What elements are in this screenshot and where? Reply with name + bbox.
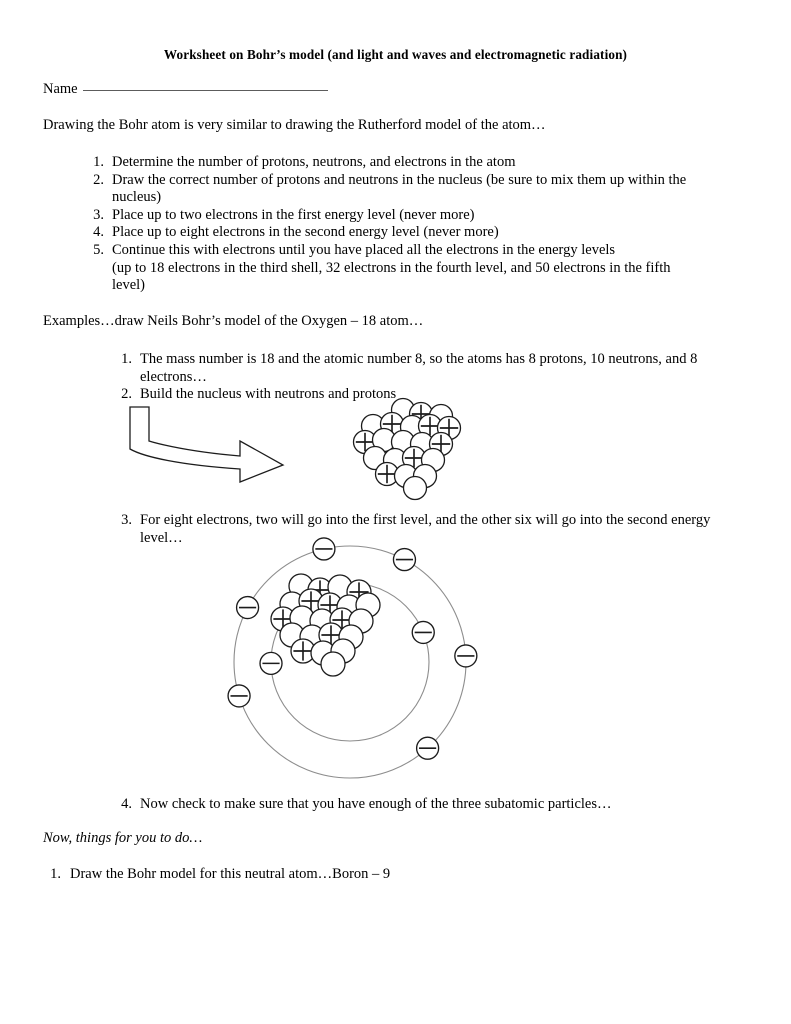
oxygen-18-bohr-model-diagram	[212, 525, 492, 800]
list-item	[84, 242, 744, 295]
name-label: Name	[43, 81, 78, 97]
nucleus-cluster-figure	[357, 392, 475, 504]
oxygen-18-nucleus-diagram	[357, 392, 475, 504]
neutron	[404, 477, 427, 500]
name-write-in-line[interactable]	[83, 89, 328, 91]
electron	[260, 652, 282, 674]
now-things-heading: Now, things for you to do…	[43, 830, 203, 846]
list-number: 4.	[93, 224, 104, 241]
list-item	[112, 351, 742, 386]
list-number: 5.	[93, 241, 104, 258]
list-item	[112, 796, 760, 814]
list-number: 3.	[121, 512, 132, 528]
list-item	[43, 866, 743, 884]
list-text: Determine the number of protons, neutrons, and electrons in the atom	[112, 154, 516, 170]
list-text-continued: nucleus)	[112, 189, 162, 206]
list-item	[84, 224, 744, 242]
list-text: Draw the Bohr model for this neutral atom…Boron – 9	[70, 866, 391, 882]
list-text-continued: (up to 18 electrons in the third shell, 32 electrons in the fourth level, and 50 electrons in the fifth	[112, 259, 671, 276]
list-number: 4.	[121, 796, 132, 812]
list-text-continued-2: level)	[112, 277, 146, 294]
list-text: For eight electrons, two will go into the first level, and the other six will go into the second energy	[140, 512, 711, 528]
bent-arrow-figure	[120, 403, 295, 483]
electron	[417, 737, 439, 759]
electron	[313, 538, 335, 560]
electron	[393, 549, 415, 571]
bent-arrow-icon	[120, 403, 295, 483]
page-title: Worksheet on Bohr’s model (and light and waves and electromagnetic radiation)	[163, 47, 628, 62]
list-text-continued: level…	[140, 529, 183, 546]
list-number: 2.	[93, 171, 104, 188]
electron	[412, 621, 434, 643]
bohr-model-figure	[212, 525, 492, 800]
list-item	[84, 154, 744, 172]
list-number: 1.	[50, 866, 61, 882]
list-text: Now check to make sure that you have enough of the three subatomic particles…	[140, 796, 612, 812]
example-step-4-list	[112, 796, 760, 814]
drawing-rules-list	[84, 154, 744, 295]
list-number: 3.	[93, 206, 104, 223]
list-text: Draw the correct number of protons and neutrons in the nucleus (be sure to mix them up within the	[112, 171, 687, 188]
list-number: 1.	[121, 351, 132, 367]
student-tasks-list	[43, 866, 743, 884]
list-item	[84, 207, 744, 225]
electron	[237, 597, 259, 619]
electron	[455, 645, 477, 667]
electron	[228, 685, 250, 707]
intro-paragraph: Drawing the Bohr atom is very similar to drawing the Rutherford model of the atom…	[43, 117, 546, 133]
list-number: 1.	[93, 154, 104, 170]
list-text: Place up to two electrons in the first energy level (never more)	[112, 206, 475, 223]
neutron	[321, 652, 345, 676]
list-text: Place up to eight electrons in the second energy level (never more)	[112, 224, 499, 241]
list-text: The mass number is 18 and the atomic number 8, so the atoms has 8 protons, 10 neutrons, and 8	[140, 351, 698, 367]
examples-intro-paragraph: Examples…draw Neils Bohr’s model of the Oxygen – 18 atom…	[43, 313, 424, 329]
list-text: Build the nucleus with neutrons and protons	[140, 386, 397, 403]
list-item	[84, 172, 744, 207]
name-field-row	[43, 81, 328, 98]
list-text: Continue this with electrons until you have placed all the electrons in the energy levels	[112, 241, 616, 258]
list-number: 2.	[121, 386, 132, 403]
list-text-continued: electrons…	[140, 368, 207, 385]
